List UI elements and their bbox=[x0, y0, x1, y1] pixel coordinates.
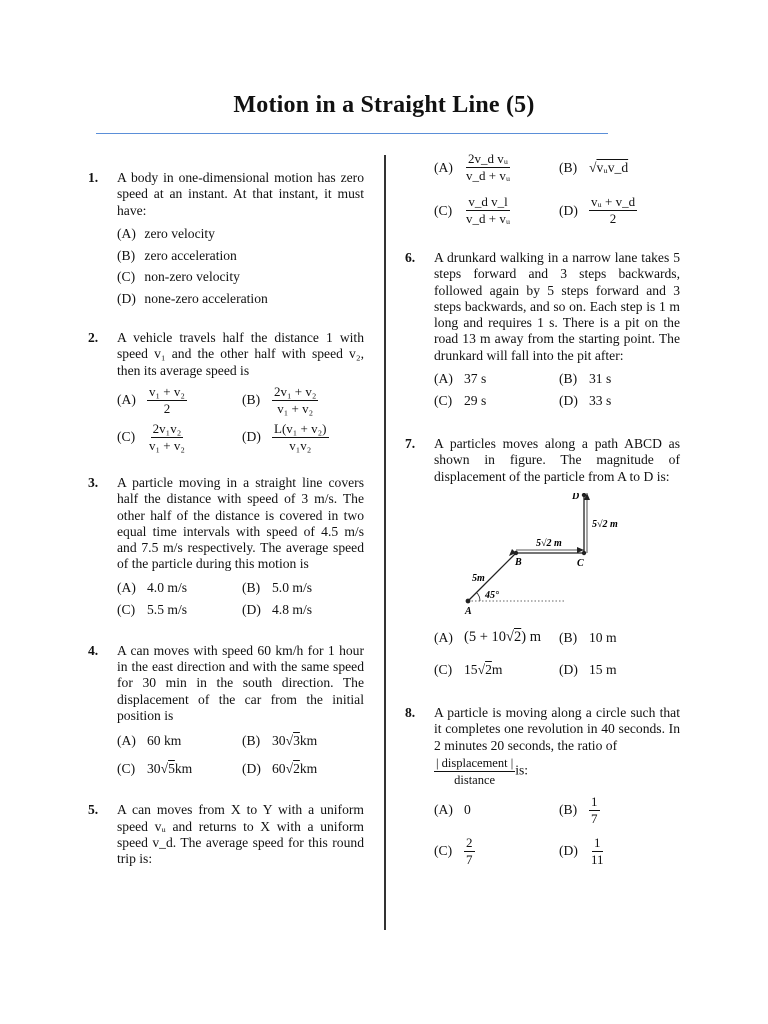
question-4 bbox=[88, 643, 364, 780]
option-a bbox=[117, 730, 242, 752]
option-b bbox=[242, 730, 364, 752]
option-label: (C) bbox=[117, 429, 136, 445]
page-title: Motion in a Straight Line (5) bbox=[233, 92, 535, 118]
value-suffix: km bbox=[299, 733, 318, 749]
value-suffix: ) m bbox=[521, 629, 541, 646]
option-text: 5.5 m/s bbox=[147, 601, 188, 617]
option-label: (B) bbox=[242, 733, 261, 749]
denominator: 11 bbox=[591, 851, 604, 867]
point-d bbox=[582, 493, 586, 497]
value-prefix: 30 bbox=[147, 761, 161, 777]
label-b: B bbox=[515, 556, 522, 568]
question-3 bbox=[88, 475, 364, 621]
option-value: 60√2km bbox=[272, 761, 318, 777]
point-a bbox=[466, 599, 471, 604]
option-c bbox=[117, 599, 242, 621]
option-b bbox=[559, 368, 680, 390]
radicand: 2 bbox=[293, 761, 300, 777]
option-label: (D) bbox=[559, 843, 578, 859]
fraction bbox=[464, 836, 475, 867]
displacement-distance-fraction bbox=[434, 756, 515, 787]
option-c bbox=[117, 266, 364, 288]
fraction bbox=[464, 195, 512, 226]
numerator: vᵤ + v_d bbox=[591, 194, 636, 209]
label-c: C bbox=[577, 557, 584, 569]
radicand: 5 bbox=[168, 761, 175, 777]
question-text: A drunkard walking in a narrow lane takes 5 steps forward and 3 steps backwards, followed again by 5 steps forward and 3 steps backwards, and so on. Each step is 1 m long and requires 1 s. There is a pit on the road 13 m away from the starting point. The drunkard will fall into the pit after: bbox=[434, 250, 680, 363]
option-c bbox=[117, 758, 242, 780]
option-label: (D) bbox=[559, 661, 578, 677]
denominator: v₁ + v₂ bbox=[277, 400, 314, 416]
option-label: (D) bbox=[559, 202, 578, 218]
option-label: (A) bbox=[434, 629, 453, 645]
option-text: 10 m bbox=[589, 629, 617, 645]
option-b bbox=[559, 152, 680, 183]
fraction bbox=[589, 195, 637, 226]
question-5-options bbox=[434, 152, 680, 226]
option-a bbox=[434, 627, 559, 649]
option-grid bbox=[434, 627, 680, 681]
option-d bbox=[242, 599, 364, 621]
question-text-tail: is: bbox=[515, 762, 529, 778]
option-b bbox=[559, 627, 680, 649]
fraction bbox=[464, 152, 512, 183]
option-grid bbox=[117, 385, 364, 453]
denominator: 2 bbox=[163, 400, 171, 416]
option-b bbox=[559, 795, 680, 826]
question-text bbox=[434, 705, 680, 754]
option-value: 30√5km bbox=[147, 761, 193, 777]
option-text: 31 s bbox=[589, 371, 612, 387]
radicand: 3 bbox=[293, 733, 300, 749]
option-label: (C) bbox=[117, 601, 136, 617]
option-label: (C) bbox=[117, 269, 136, 285]
option-grid bbox=[434, 795, 680, 867]
option-label: (B) bbox=[559, 159, 578, 175]
option-c bbox=[434, 836, 559, 867]
option-b bbox=[242, 385, 364, 416]
option-d bbox=[559, 836, 680, 867]
option-label: (A) bbox=[434, 802, 453, 818]
option-label: (C) bbox=[434, 843, 453, 859]
option-label: (C) bbox=[434, 202, 453, 218]
denominator: v₁ + v₂ bbox=[149, 437, 185, 453]
option-value: √vᵤv_d bbox=[589, 159, 629, 175]
radicand: 2 bbox=[513, 629, 522, 646]
option-label: (A) bbox=[117, 579, 136, 595]
question-number: 5. bbox=[88, 802, 99, 818]
option-value: 15√2m bbox=[464, 661, 503, 677]
point-c bbox=[582, 551, 586, 555]
option-b bbox=[242, 577, 364, 599]
denominator: 2 bbox=[609, 211, 617, 226]
option-text: 15 m bbox=[589, 661, 617, 677]
right-column bbox=[405, 152, 680, 867]
option-label: (A) bbox=[117, 392, 136, 408]
denominator: 7 bbox=[591, 810, 598, 826]
denominator: distance bbox=[454, 772, 496, 787]
option-a bbox=[117, 385, 242, 416]
fraction bbox=[147, 422, 187, 453]
option-label: (D) bbox=[242, 601, 261, 617]
option-b bbox=[117, 245, 364, 267]
question-8 bbox=[405, 705, 680, 867]
question-number: 2. bbox=[88, 330, 99, 346]
question-6 bbox=[405, 250, 680, 412]
option-c bbox=[434, 390, 559, 412]
point-b bbox=[514, 551, 518, 555]
value-prefix: 30 bbox=[272, 733, 286, 749]
option-text: zero velocity bbox=[144, 225, 215, 241]
label-a: A bbox=[465, 605, 472, 617]
option-text: 29 s bbox=[464, 393, 487, 409]
numerator: 2 bbox=[466, 834, 473, 850]
option-d bbox=[117, 288, 364, 310]
numerator: 2v₁ + v₂ bbox=[274, 383, 317, 399]
angle-arc bbox=[477, 592, 481, 601]
numerator: v₁ + v₂ bbox=[149, 383, 185, 399]
option-text: 4.8 m/s bbox=[272, 601, 313, 617]
label-cd-length: 5√2 m bbox=[592, 518, 618, 530]
value-prefix: 60 km bbox=[147, 733, 182, 749]
question-text-body: A particle is moving along a circle such that it completes one revolution in 40 seconds. In 2 minutes 20 seconds, the ratio of bbox=[434, 704, 680, 753]
numerator: v_d v_l bbox=[468, 194, 508, 209]
option-d bbox=[242, 422, 364, 453]
option-value: 30√3km bbox=[272, 733, 318, 749]
radicand: vᵤv_d bbox=[596, 159, 629, 175]
numerator: | displacement | bbox=[436, 755, 514, 770]
option-label: (A) bbox=[117, 733, 136, 749]
question-5 bbox=[88, 802, 364, 867]
question-number: 4. bbox=[88, 642, 99, 658]
value-suffix: km bbox=[174, 761, 193, 777]
option-text: 37 s bbox=[464, 371, 487, 387]
numerator: 2v_d vᵤ bbox=[468, 151, 509, 166]
option-d bbox=[559, 390, 680, 412]
question-text: A can moves with speed 60 km/h for 1 hour in the east direction and with the same speed for 30 min in the south direction. The displacement of the car from the initial position is bbox=[117, 642, 364, 723]
option-label: (B) bbox=[559, 802, 578, 818]
denominator: 7 bbox=[466, 851, 473, 867]
option-c bbox=[117, 422, 242, 453]
label-d: D bbox=[572, 492, 580, 502]
question-number: 7. bbox=[405, 436, 416, 452]
option-text: 33 s bbox=[589, 393, 612, 409]
value-suffix: m bbox=[491, 661, 503, 677]
option-text: 5.0 m/s bbox=[272, 579, 313, 595]
question-text: A body in one-dimensional motion has zero speed at an instant. At that instant, it must have: bbox=[117, 170, 364, 218]
fraction bbox=[589, 795, 600, 826]
option-a bbox=[434, 368, 559, 390]
option-a bbox=[434, 152, 559, 183]
radicand: 2 bbox=[485, 661, 492, 677]
option-label: (D) bbox=[242, 429, 261, 445]
option-text: 4.0 m/s bbox=[147, 579, 188, 595]
denominator: v₁v₂ bbox=[289, 437, 312, 453]
option-c bbox=[434, 659, 559, 681]
fraction bbox=[272, 385, 318, 416]
option-label: (C) bbox=[117, 761, 136, 777]
option-label: (C) bbox=[434, 661, 453, 677]
option-label: (A) bbox=[117, 225, 136, 241]
value-suffix: km bbox=[299, 761, 318, 777]
question-text: A particle moving in a straight line covers half the distance with speed of 3 m/s. The other half of the distance is covered in two equal time intervals with speed of 4.5 m/s and 7.5 m/s respectively. The average speed of the particle during this motion is bbox=[117, 474, 364, 572]
question-number: 1. bbox=[88, 170, 99, 185]
option-c bbox=[434, 195, 559, 226]
numerator: 1 bbox=[594, 834, 601, 850]
numerator: 1 bbox=[591, 793, 598, 809]
fraction bbox=[147, 385, 187, 416]
question-number: 3. bbox=[88, 474, 99, 490]
question-text: A can moves from X to Y with a uniform speed vᵤ and returns to X with a uniform speed v_d. The average speed for this round trip is: bbox=[117, 802, 364, 867]
option-grid bbox=[117, 730, 364, 780]
option-label: (C) bbox=[434, 393, 453, 409]
path-abcd-figure bbox=[456, 493, 636, 623]
option-label: (D) bbox=[559, 393, 578, 409]
option-value: (5 + 10√2) m bbox=[464, 629, 541, 646]
denominator: v_d + vᵤ bbox=[466, 211, 511, 226]
value-prefix: 15 bbox=[464, 661, 478, 677]
label-ab-length: 5m bbox=[472, 572, 485, 584]
label-bc-length: 5√2 m bbox=[536, 537, 562, 549]
option-d bbox=[559, 195, 680, 226]
ratio-expression bbox=[434, 756, 680, 787]
column-divider bbox=[384, 155, 386, 930]
option-label: (B) bbox=[559, 629, 578, 645]
option-d bbox=[242, 758, 364, 780]
question-number: 8. bbox=[405, 704, 416, 720]
question-1 bbox=[88, 170, 364, 310]
value-prefix: (5 + 10 bbox=[464, 629, 507, 646]
question-number: 6. bbox=[405, 250, 416, 265]
option-grid bbox=[117, 577, 364, 621]
option-label: (A) bbox=[434, 159, 453, 175]
option-a bbox=[117, 577, 242, 599]
option-label: (D) bbox=[242, 761, 261, 777]
numerator: 2v₁v₂ bbox=[152, 420, 182, 436]
title-underline bbox=[96, 133, 608, 134]
option-label: (B) bbox=[559, 371, 578, 387]
numerator: L(v₁ + v₂) bbox=[274, 420, 327, 436]
question-text: A vehicle travels half the distance 1 with speed v₁ and the other half with speed v₂, then its average speed is bbox=[117, 330, 364, 378]
option-label: (D) bbox=[117, 291, 136, 307]
option-label: (B) bbox=[117, 247, 136, 263]
fraction bbox=[589, 836, 606, 867]
value-prefix: 60 bbox=[272, 761, 286, 777]
left-column bbox=[88, 170, 364, 867]
option-text: zero acceleration bbox=[144, 247, 237, 263]
option-value bbox=[147, 733, 181, 749]
option-a bbox=[434, 795, 559, 826]
option-text: none-zero acceleration bbox=[144, 291, 268, 307]
option-list bbox=[117, 223, 364, 310]
option-text: 0 bbox=[464, 802, 471, 818]
option-text: non-zero velocity bbox=[144, 269, 240, 285]
denominator: v_d + vᵤ bbox=[466, 168, 511, 183]
option-label: (A) bbox=[434, 371, 453, 387]
question-text: A particles moves along a path ABCD as shown in figure. The magnitude of displacement of the particle from A to D is: bbox=[434, 436, 680, 484]
option-d bbox=[559, 659, 680, 681]
option-a bbox=[117, 223, 364, 245]
label-angle: 45° bbox=[485, 589, 499, 601]
question-2 bbox=[88, 330, 364, 453]
option-label: (B) bbox=[242, 579, 261, 595]
fraction bbox=[272, 422, 329, 453]
option-label: (B) bbox=[242, 392, 261, 408]
option-grid bbox=[434, 368, 680, 412]
question-7 bbox=[405, 436, 680, 681]
